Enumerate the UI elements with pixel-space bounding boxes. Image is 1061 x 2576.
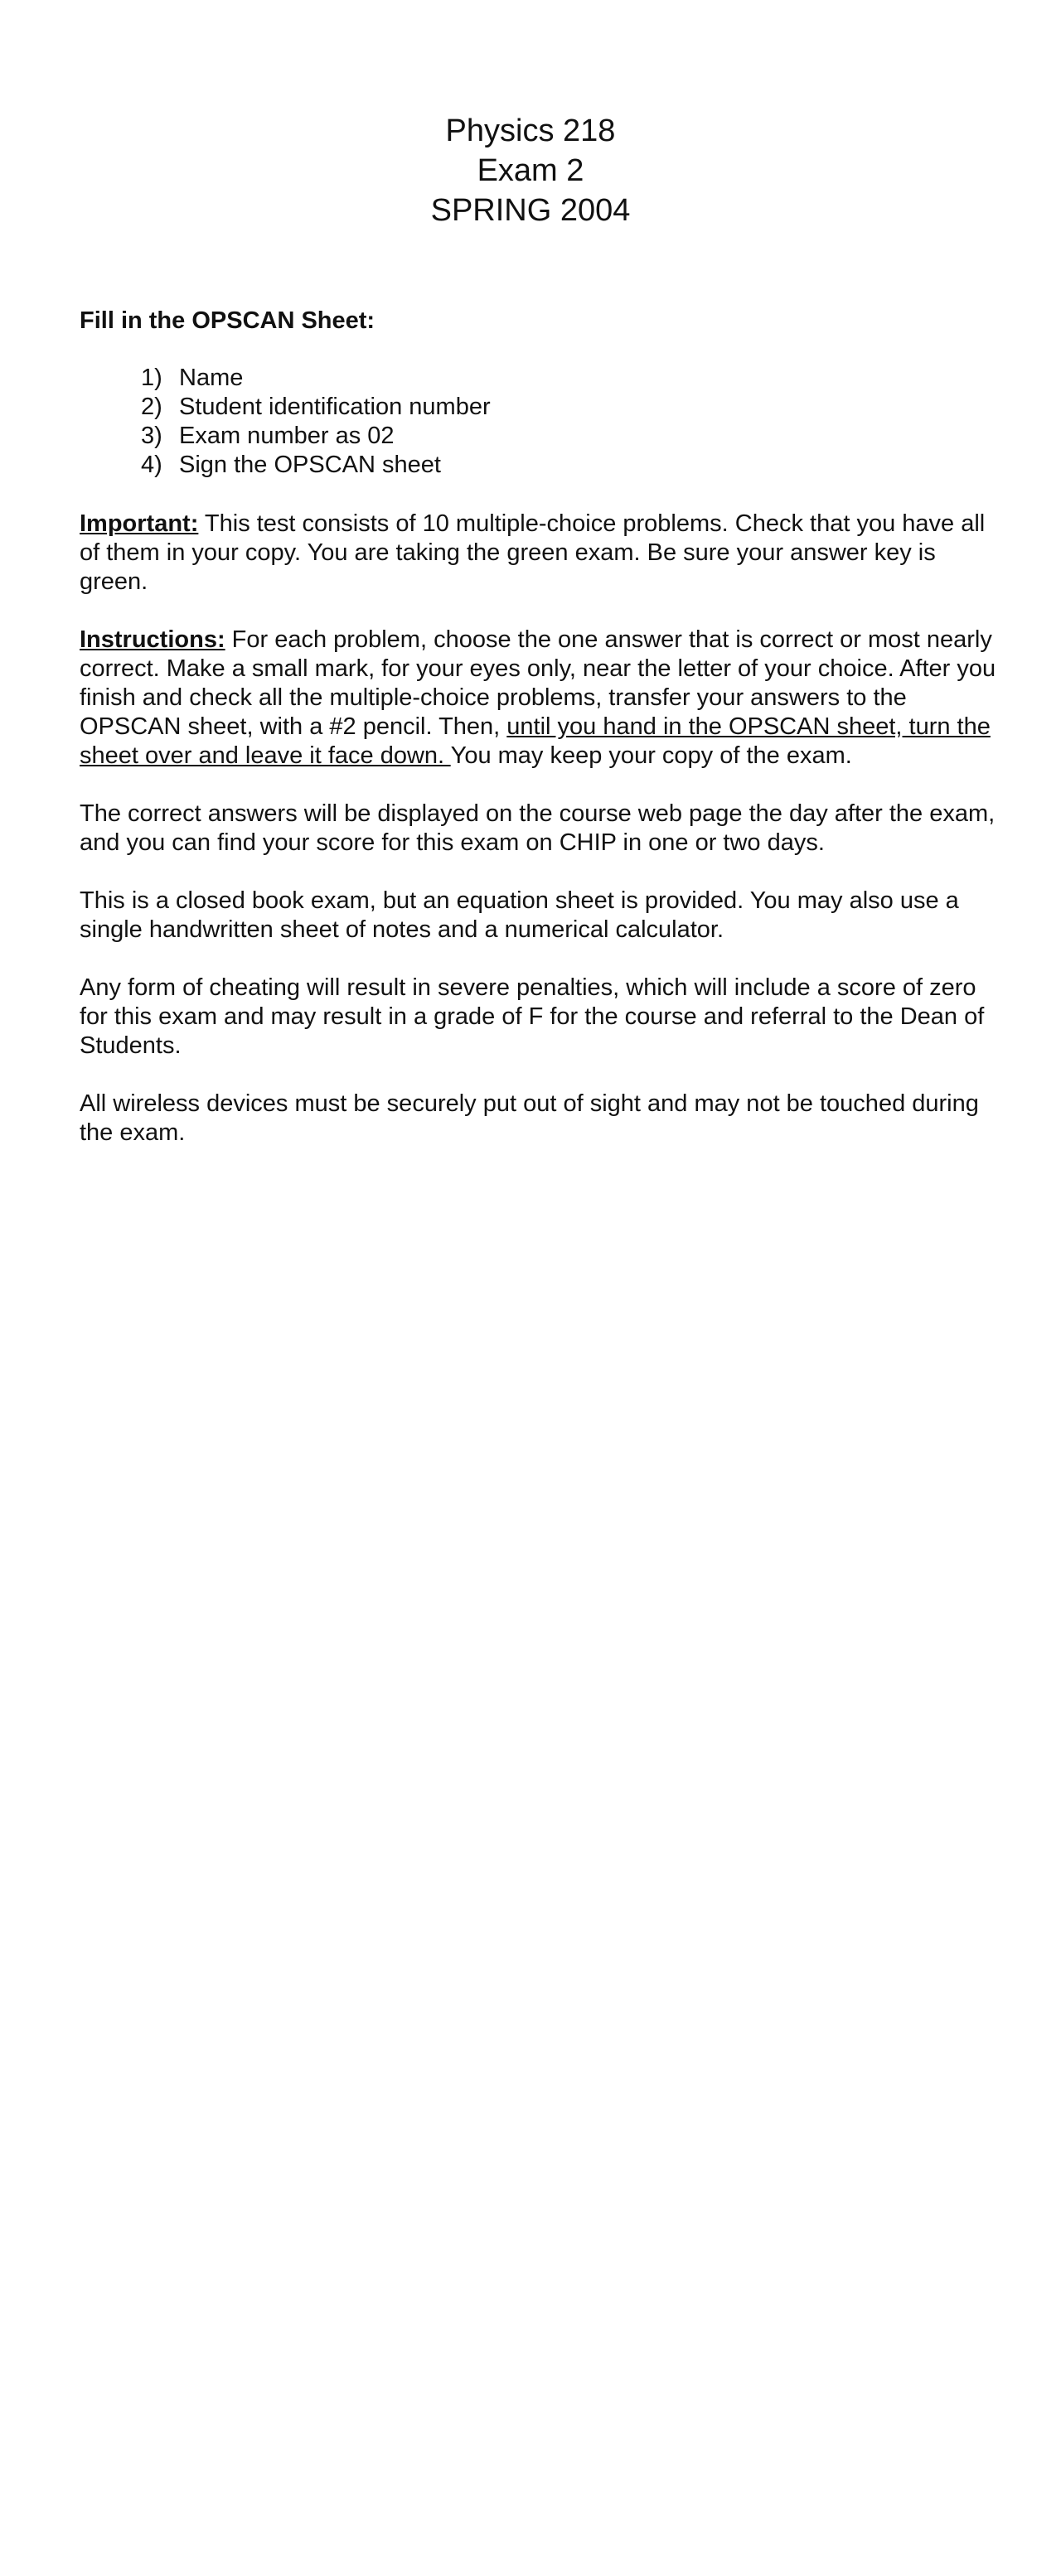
exam-title-block <box>0 111 1061 230</box>
instructions-text: For each problem, choose the one answer that is correct or most nearly correct. Make a small mark, for your eyes only, near the letter of your choice. After you finish and check all the multiple-choice problems, transfer your answers to the OPSCAN sheet, with a #2 pencil. Then, <box>80 626 996 740</box>
instructions-body <box>80 307 1000 1177</box>
list-item <box>141 364 1000 393</box>
important-text: This test consists of 10 multiple-choice problems. Check that you have all of them in your copy. You are taking the green exam. Be sure your answer key is green. <box>80 510 986 595</box>
list-item <box>141 393 1000 422</box>
step-text: Student identification number <box>179 394 491 420</box>
list-item <box>141 422 1000 451</box>
instructions-text-end: You may keep your copy of the exam. <box>450 742 852 769</box>
instructions-underlined-text: until you hand in the OPSCAN sheet, turn the sheet over and leave it face down. <box>80 713 991 769</box>
instructions-paragraph <box>80 626 1000 771</box>
exam-number-title: Exam 2 <box>477 153 584 188</box>
step-number: 2) <box>141 394 162 420</box>
step-text: Exam number as 02 <box>179 423 395 449</box>
opscan-steps-list <box>80 364 1000 480</box>
step-number: 3) <box>141 423 162 449</box>
list-item <box>141 451 1000 480</box>
wireless-paragraph: All wireless devices must be securely put out of sight and may not be touched during the exam. <box>80 1090 979 1146</box>
important-paragraph <box>80 510 1000 597</box>
cheating-paragraph: Any form of cheating will result in severe penalties, which will include a score of zero for this exam and may result in a grade of F for the course and referral to the Dean of Students. <box>80 974 985 1059</box>
important-label: Important: <box>80 510 199 537</box>
term-title: SPRING 2004 <box>430 193 631 228</box>
opscan-heading: Fill in the OPSCAN Sheet: <box>80 307 375 334</box>
step-text: Name <box>179 365 244 391</box>
course-title: Physics 218 <box>445 114 616 148</box>
instructions-label: Instructions: <box>80 626 225 653</box>
answers-paragraph: The correct answers will be displayed on the course web page the day after the exam, and you can find your score for this exam on CHIP in one or two days. <box>80 800 996 856</box>
step-text: Sign the OPSCAN sheet <box>179 452 441 478</box>
step-number: 4) <box>141 452 162 478</box>
step-number: 1) <box>141 365 162 391</box>
closed-book-paragraph: This is a closed book exam, but an equation sheet is provided. You may also use a single handwritten sheet of notes and a numerical calculator. <box>80 887 959 943</box>
